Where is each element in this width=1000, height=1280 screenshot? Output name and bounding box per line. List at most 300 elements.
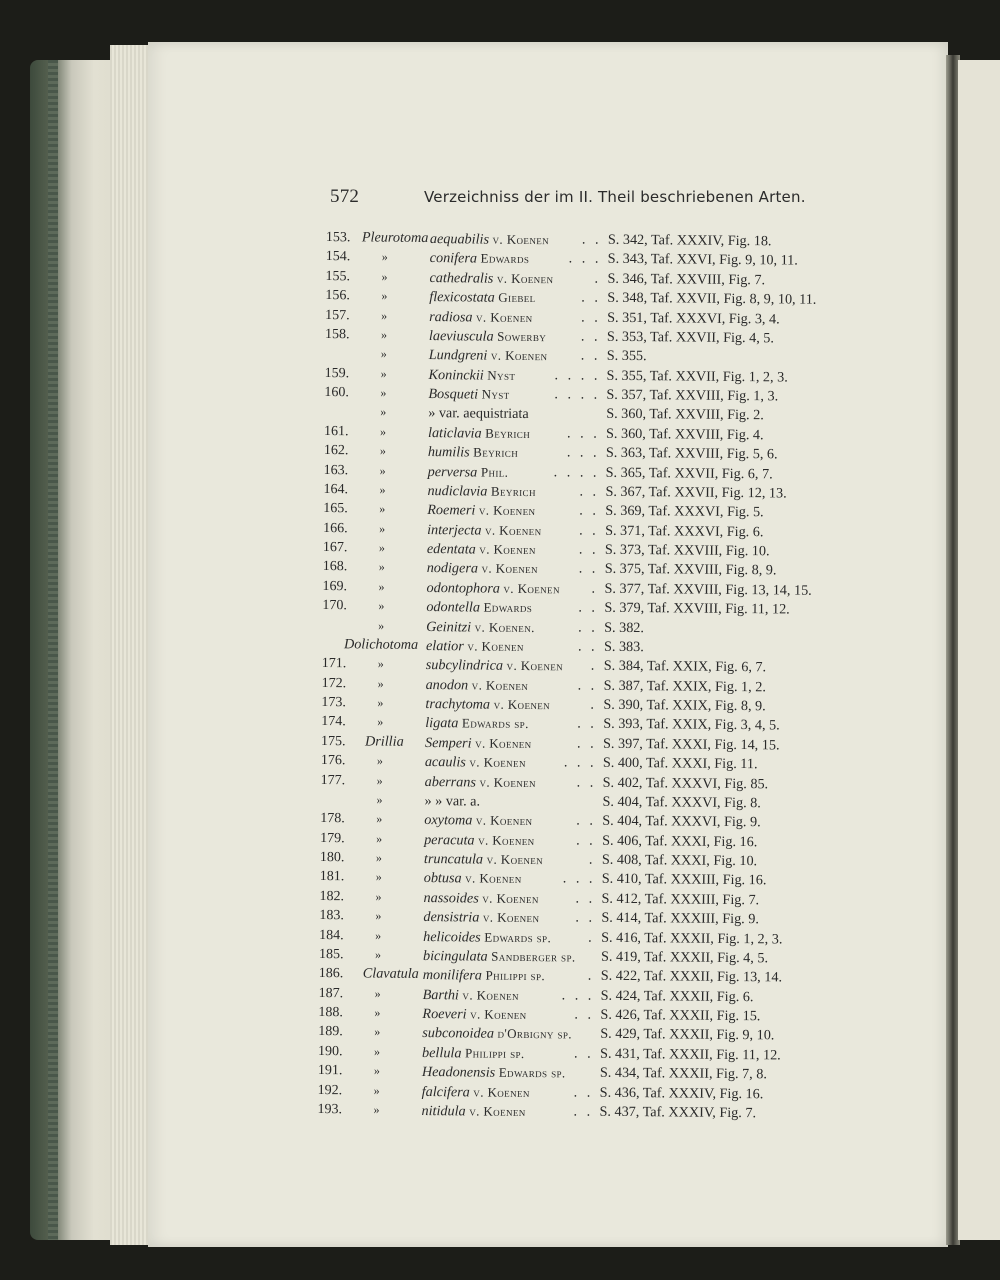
entry-reference: S. 351, Taf. XXXVI, Fig. 3, 4.: [607, 309, 780, 327]
entry-genus-ditto: »: [376, 831, 383, 846]
species-author: Giebel: [498, 289, 536, 306]
entry-genus-ditto: »: [376, 792, 383, 807]
species-author: Philippi sp.: [464, 1045, 525, 1061]
leader-dots: .: [588, 929, 595, 946]
entry-reference: S. 365, Taf. XXVII, Fig. 6, 7.: [605, 464, 773, 482]
entry-reference: S. 414, Taf. XXXIII, Fig. 9.: [601, 909, 760, 928]
entry-genus-ditto: »: [376, 773, 383, 788]
entry-reference: S. 404, Taf. XXXVI, Fig. 8.: [602, 793, 761, 812]
leader-dots: .: [588, 851, 596, 868]
leader-dots: . .: [581, 231, 602, 248]
entry-number: 171.: [321, 656, 347, 672]
entry-species: [428, 442, 519, 463]
species-name: nitidula: [421, 1102, 466, 1120]
entry-genus-ditto: »: [379, 463, 386, 478]
entry-reference: S. 348, Taf. XXVII, Fig. 8, 9, 10, 11.: [607, 289, 817, 308]
entry-reference: S. 360, Taf. XXVIII, Fig. 4.: [605, 425, 764, 444]
species-author: Sandberger sp.: [491, 948, 576, 965]
entry-number: 173.: [321, 695, 347, 711]
species-author: Edwards sp.: [461, 715, 529, 732]
entry-reference: S. 377, Taf. XXVIII, Fig. 13, 14, 15.: [604, 580, 812, 599]
entry-genus-ditto: »: [378, 618, 385, 633]
species-name: helicoides: [423, 928, 481, 946]
entry-genus-ditto: »: [380, 327, 388, 342]
species-name: Bosqueti: [428, 386, 479, 403]
species-author: v. Koenen: [484, 522, 542, 538]
entry-species: [425, 752, 526, 773]
entry-species: [425, 694, 550, 716]
entry-genus-ditto: »: [379, 521, 386, 536]
entry-genus-ditto: »: [380, 346, 387, 361]
leader-dots: . .: [578, 618, 598, 636]
leader-dots: . .: [576, 735, 597, 752]
species-name: acaulis: [424, 754, 466, 771]
leader-dots: . .: [573, 1103, 594, 1120]
leader-dots: . .: [579, 502, 600, 519]
species-name: humilis: [427, 444, 470, 461]
entry-genus-ditto: »: [375, 908, 382, 923]
entry-reference: S. 342, Taf. XXXIV, Fig. 18.: [607, 231, 772, 250]
species-author: v. Koenen: [470, 1006, 527, 1023]
entry-reference: S. 416, Taf. XXXII, Fig. 1, 2, 3.: [601, 929, 783, 947]
entry-species: [427, 500, 535, 521]
species-name: nassoides: [423, 889, 479, 907]
leader-dots: . .: [575, 890, 596, 907]
entry-number: 192.: [317, 1082, 343, 1098]
entry-genus: Pleurotoma: [361, 229, 429, 247]
entry-species: [429, 326, 546, 347]
entry-genus-ditto: »: [375, 869, 382, 884]
species-name: trachytoma: [425, 696, 491, 713]
entry-number: 181.: [319, 869, 345, 885]
entry-reference: S. 400, Taf. XXXI, Fig. 11.: [602, 754, 758, 773]
leader-dots: . . . .: [553, 463, 600, 481]
species-name: obtusa: [423, 870, 462, 887]
entry-species: [423, 965, 545, 987]
entry-number: 155.: [325, 268, 351, 285]
leader-dots: .: [587, 967, 595, 984]
entry-genus-ditto: »: [379, 424, 387, 439]
leader-dots: . .: [573, 1083, 594, 1101]
entry-species: [422, 1082, 530, 1103]
species-name: elatior: [425, 637, 464, 655]
species-author: v. Koenen: [496, 270, 554, 286]
entry-species: [423, 946, 576, 968]
entry-reference: S. 353, Taf. XXVII, Fig. 4, 5.: [606, 328, 775, 347]
leader-dots: . . . .: [554, 366, 601, 384]
page-title: Verzeichniss der im II. Theil beschriebenen Arten.: [424, 188, 806, 206]
species-name: oxytoma: [424, 812, 473, 829]
entry-species: [426, 655, 563, 677]
entry-reference: S. 384, Taf. XXIX, Fig. 6, 7.: [603, 657, 767, 676]
leader-dots: . .: [578, 599, 599, 616]
entry-number: 180.: [319, 850, 345, 866]
leader-dots: . .: [576, 812, 597, 829]
leader-dots: .: [590, 696, 598, 713]
entry-genus-ditto: »: [375, 928, 382, 943]
leader-dots: . . .: [562, 870, 596, 888]
species-author: v. Koenen: [462, 987, 520, 1003]
species-author: Philippi sp.: [485, 967, 546, 984]
entry-reference: S. 367, Taf. XXVII, Fig. 12, 13.: [605, 483, 787, 502]
species-author: v. Koenen: [469, 754, 526, 771]
species-name: radiosa: [429, 308, 473, 325]
species-author: v. Koenen: [475, 735, 532, 751]
entry-number: 174.: [321, 714, 346, 730]
species-author: Phil.: [480, 464, 509, 480]
species-name: Koninckii: [428, 366, 484, 384]
entry-species: [425, 733, 532, 754]
species-name: Roemeri: [427, 502, 476, 519]
entry-reference: S. 402, Taf. XXXVI, Fig. 85.: [602, 774, 769, 792]
species-author: v. Koenen: [490, 347, 548, 364]
entry-number: 190.: [318, 1043, 343, 1060]
species-name: Headonensis: [421, 1064, 496, 1081]
species-name: bellula: [422, 1044, 462, 1062]
entry-reference: S. 429, Taf. XXXII, Fig. 9, 10.: [600, 1026, 775, 1044]
entry-species: [426, 636, 524, 657]
entry-number: 169.: [322, 578, 348, 595]
leader-dots: .: [590, 657, 598, 674]
species-name: densistria: [423, 909, 480, 926]
species-name: edentata: [426, 541, 476, 558]
entry-number: 162.: [323, 443, 349, 459]
entry-number: 184.: [319, 927, 344, 943]
entry-number: 157.: [325, 307, 350, 323]
leader-dots: .: [591, 580, 599, 597]
entry-reference: S. 382.: [604, 619, 645, 636]
species-author: v. Koenen: [493, 696, 551, 713]
species-author: Edwards: [483, 599, 533, 616]
entry-species: [428, 423, 530, 444]
species-author: v. Koenen: [486, 851, 544, 868]
entry-reference: S. 426, Taf. XXXII, Fig. 15.: [600, 1006, 761, 1025]
entry-genus-ditto: »: [376, 811, 383, 826]
species-author: v. Koenen: [482, 890, 539, 906]
entry-reference: S. 383.: [603, 638, 644, 656]
entry-number: 164.: [323, 481, 349, 498]
entry-reference: S. 424, Taf. XXXII, Fig. 6.: [600, 987, 754, 1005]
entry-reference: S. 390, Taf. XXIX, Fig. 8, 9.: [603, 696, 766, 715]
entry-reference: S. 379, Taf. XXVIII, Fig. 11, 12.: [604, 599, 790, 618]
species-name: Barthi: [422, 986, 459, 1003]
entry-species: [427, 539, 536, 560]
entry-number: 156.: [325, 288, 350, 304]
entry-genus-ditto: »: [380, 385, 387, 400]
entry-number: 183.: [319, 908, 344, 924]
entry-number: 193.: [317, 1101, 343, 1118]
species-name: flexicostata: [429, 289, 495, 306]
entry-reference: S. 431, Taf. XXXII, Fig. 11, 12.: [600, 1045, 781, 1064]
species-author: v. Koenen: [469, 1103, 526, 1119]
species-author: Beyrich: [490, 483, 536, 499]
species-author: v. Koenen: [473, 1084, 530, 1100]
species-author: v. Koenen: [503, 580, 560, 597]
entry-species: [427, 481, 536, 502]
entry-reference: S. 437, Taf. XXXIV, Fig. 7.: [599, 1103, 757, 1122]
leader-dots: . .: [574, 1006, 595, 1023]
entry-number: 172.: [321, 675, 347, 691]
leader-dots: . .: [577, 715, 597, 733]
species-author: v. Koenen: [479, 541, 536, 558]
page-number: 572: [330, 186, 360, 207]
entry-number: 175.: [321, 733, 346, 750]
entry-species: [424, 868, 522, 889]
entry-genus-ditto: »: [379, 501, 386, 516]
entry-number: 161.: [323, 423, 349, 440]
entry-species: [423, 907, 539, 928]
entry-genus-ditto: »: [378, 579, 385, 594]
leader-dots: . .: [576, 832, 596, 849]
entry-species: [426, 617, 535, 638]
entry-genus-ditto: »: [381, 269, 388, 284]
entry-reference: S. 419, Taf. XXXII, Fig. 4, 5.: [600, 948, 769, 967]
entry-reference: S. 363, Taf. XXVIII, Fig. 5, 6.: [605, 444, 778, 463]
entry-species: [422, 1004, 526, 1025]
entry-number: 159.: [324, 365, 350, 381]
species-author: v. Koenen: [471, 677, 529, 693]
entry-reference: S. 343, Taf. XXVI, Fig. 9, 10, 11.: [607, 251, 798, 269]
entry-reference: S. 355, Taf. XXVII, Fig. 1, 2, 3.: [606, 367, 788, 386]
species-author: v. Koenen: [478, 832, 535, 848]
entry-genus-ditto: »: [381, 308, 388, 323]
entry-number: 191.: [317, 1063, 343, 1079]
entry-species: [421, 1101, 525, 1122]
entry-reference: S. 355.: [606, 348, 647, 365]
entry-species: [426, 597, 532, 618]
entry-species: [424, 791, 480, 812]
species-author: v. Koenen: [475, 812, 533, 829]
entry-species: [430, 248, 530, 269]
entry-number: 176.: [320, 753, 346, 769]
entry-species: [425, 713, 529, 734]
entry-reference: S. 360, Taf. XXVIII, Fig. 2.: [606, 406, 764, 424]
species-author: Beyrich: [485, 425, 531, 441]
entry-species: [429, 345, 548, 367]
entry-reference: S. 410, Taf. XXXIII, Fig. 16.: [601, 871, 767, 889]
entry-number: 165.: [323, 501, 348, 517]
entry-species: [423, 888, 538, 909]
species-author: v. Koenen.: [474, 619, 535, 635]
species-author: v. Koenen: [478, 502, 536, 519]
species-name: laticlavia: [427, 424, 482, 442]
leader-dots: . . .: [563, 754, 597, 771]
species-name: odontella: [426, 599, 481, 616]
species-name: cathedralis: [429, 269, 494, 287]
entry-genus: Clavatula: [362, 965, 419, 983]
leader-dots: . .: [575, 909, 596, 926]
entry-number: 178.: [320, 811, 345, 827]
leader-dots: . .: [581, 289, 602, 306]
entry-species: [425, 772, 536, 793]
species-name: ligata: [425, 715, 459, 732]
species-author: Nyst: [487, 367, 516, 383]
species-name: odontophora: [426, 579, 500, 597]
species-author: Sowerby: [497, 328, 547, 345]
entry-reference: S. 406, Taf. XXXI, Fig. 16.: [602, 832, 758, 850]
entry-species: [424, 830, 535, 851]
entry-number: 166.: [323, 520, 348, 536]
entry-reference: S. 373, Taf. XXVIII, Fig. 10.: [604, 541, 770, 560]
entry-reference: S. 371, Taf. XXXVI, Fig. 6.: [605, 522, 764, 540]
leader-dots: . .: [578, 560, 599, 578]
entry-number: 170.: [322, 598, 347, 614]
entry-genus-ditto: »: [379, 482, 386, 497]
entry-number: 153.: [325, 230, 351, 246]
entry-genus-ditto: »: [381, 249, 388, 265]
entry-reference: S. 422, Taf. XXXII, Fig. 13, 14.: [600, 967, 783, 986]
entry-genus-ditto: »: [374, 1005, 381, 1020]
entry-number: 163.: [323, 462, 349, 478]
entry-reference: S. 408, Taf. XXXI, Fig. 10.: [601, 851, 758, 870]
entry-genus-ditto: »: [378, 598, 385, 613]
entry-number: 179.: [320, 830, 345, 846]
facing-page-edge: [958, 60, 1000, 1240]
entry-reference: S. 412, Taf. XXXIII, Fig. 7.: [601, 890, 760, 908]
leader-dots: .: [594, 270, 602, 287]
species-author: Edwards sp.: [484, 929, 552, 945]
entry-genus-ditto: »: [374, 986, 381, 1001]
species-name: aequabilis: [429, 231, 490, 248]
leader-dots: . . .: [561, 986, 595, 1004]
entry-species: [428, 384, 509, 405]
species-name: anodon: [425, 676, 469, 694]
species-name: aberrans: [424, 773, 477, 791]
species-name: conifera: [429, 250, 478, 267]
entry-species: [428, 462, 509, 483]
entry-genus-ditto: »: [377, 676, 384, 691]
species-author: Edwards sp.: [498, 1064, 566, 1081]
species-name: perversa: [427, 463, 478, 481]
leader-dots: . .: [579, 522, 599, 539]
entry-number: 177.: [320, 772, 346, 788]
entry-reference: S. 387, Taf. XXIX, Fig. 1, 2.: [603, 677, 766, 695]
leader-dots: . . .: [566, 425, 600, 442]
species-author: v. Koenen: [506, 658, 564, 674]
species-name: laeviuscula: [428, 327, 494, 345]
entry-reference: S. 393, Taf. XXIX, Fig. 3, 4, 5.: [603, 716, 780, 734]
entry-reference: S. 375, Taf. XXVIII, Fig. 8, 9.: [604, 561, 777, 579]
species-author: d'Orbigny sp.: [497, 1026, 573, 1042]
entry-number: 154.: [325, 249, 351, 265]
entry-number: 160.: [324, 385, 349, 401]
entry-genus-ditto: »: [374, 1044, 381, 1059]
entry-species: [426, 675, 529, 696]
entry-species: [429, 287, 535, 308]
entry-genus-ditto: »: [375, 889, 382, 904]
species-name: monilifera: [422, 967, 483, 984]
leader-dots: . .: [579, 483, 600, 500]
entry-reference: S. 369, Taf. XXXVI, Fig. 5.: [605, 503, 764, 521]
species-name: bicingulata: [422, 947, 488, 965]
entry-genus-ditto: »: [380, 404, 387, 420]
entry-reference: S. 434, Taf. XXXII, Fig. 7, 8.: [599, 1064, 768, 1083]
entry-genus-ditto: »: [376, 753, 383, 768]
leader-dots: . .: [580, 328, 601, 345]
entry-reference: S. 397, Taf. XXXI, Fig. 14, 15.: [602, 735, 780, 754]
entry-genus-ditto: »: [379, 443, 386, 458]
entry-number: 186.: [318, 966, 344, 982]
entry-genus-ditto: »: [377, 656, 384, 671]
entry-genus-ditto: »: [374, 947, 382, 962]
species-author: v. Koenen: [465, 870, 522, 887]
entry-genus-ditto: »: [377, 695, 384, 710]
entry-number: 185.: [318, 946, 344, 963]
species-author: v. Koenen: [479, 774, 537, 790]
leader-dots: . .: [581, 309, 601, 326]
entry-genus-ditto: »: [381, 288, 388, 303]
species-author: Nyst: [481, 386, 510, 402]
entry-genus-ditto: »: [373, 1063, 380, 1078]
entry-number: 188.: [318, 1005, 344, 1021]
entry-species: [427, 520, 542, 541]
species-author: v. Koenen: [467, 638, 524, 654]
species-author: Edwards: [480, 250, 530, 267]
entry-species: [429, 268, 553, 290]
entry-species: [423, 927, 551, 949]
species-name: Semperi: [424, 734, 472, 752]
entry-reference: S. 436, Taf. XXXIV, Fig. 16.: [599, 1084, 764, 1102]
entry-number: 189.: [318, 1024, 343, 1040]
species-author: Beyrich: [473, 444, 519, 461]
species-name: nudiclavia: [427, 482, 488, 500]
leader-dots: . .: [577, 677, 598, 694]
species-name: Roeveri: [422, 1006, 467, 1023]
entry-species: [422, 1062, 566, 1084]
leader-dots: . . .: [568, 250, 602, 268]
species-author: v. Koenen: [482, 909, 540, 926]
entry-species: [427, 558, 538, 579]
entry-genus-ditto: »: [377, 714, 384, 730]
entry-genus-ditto: »: [375, 850, 383, 865]
species-name: Geinitzi: [426, 618, 472, 635]
entry-species: [426, 578, 560, 600]
species-name: truncatula: [423, 851, 484, 868]
leader-dots: . .: [580, 347, 601, 364]
entry-species: [424, 849, 543, 871]
entry-genus: Dolichotoma: [343, 636, 419, 653]
entry-reference: S. 357, Taf. XXVIII, Fig. 1, 3.: [606, 386, 779, 405]
entry-genus-ditto: »: [373, 1083, 380, 1098]
entry-species: [430, 229, 549, 251]
species-name: nodigera: [426, 560, 479, 577]
leader-dots: . .: [574, 1045, 594, 1062]
entry-genus: Drillia: [364, 733, 404, 750]
leader-dots: . . . .: [554, 386, 601, 403]
entry-species: [422, 1023, 572, 1045]
species-name: subconoidea: [422, 1025, 495, 1043]
leader-dots: . .: [576, 773, 597, 791]
entry-number: 167.: [322, 540, 348, 556]
entry-species: [423, 985, 519, 1006]
entry-species: [428, 365, 515, 386]
species-name: » var. aequistriata: [428, 405, 529, 423]
species-name: peracuta: [424, 831, 475, 849]
entry-genus-ditto: »: [373, 1102, 380, 1117]
species-name: Lundgreni: [428, 347, 488, 364]
leader-dots: . .: [578, 541, 599, 558]
entry-species: [428, 403, 529, 424]
entry-number: 158.: [324, 326, 350, 343]
entry-reference: S. 404, Taf. XXXVI, Fig. 9.: [602, 812, 761, 831]
species-author: v. Koenen: [475, 309, 533, 325]
entry-genus-ditto: »: [378, 559, 385, 575]
entry-species: [429, 307, 533, 328]
species-name: » » var. a.: [424, 792, 481, 810]
species-name: falcifera: [421, 1083, 470, 1100]
entry-number: 168.: [322, 559, 348, 575]
species-author: v. Koenen: [492, 231, 550, 248]
